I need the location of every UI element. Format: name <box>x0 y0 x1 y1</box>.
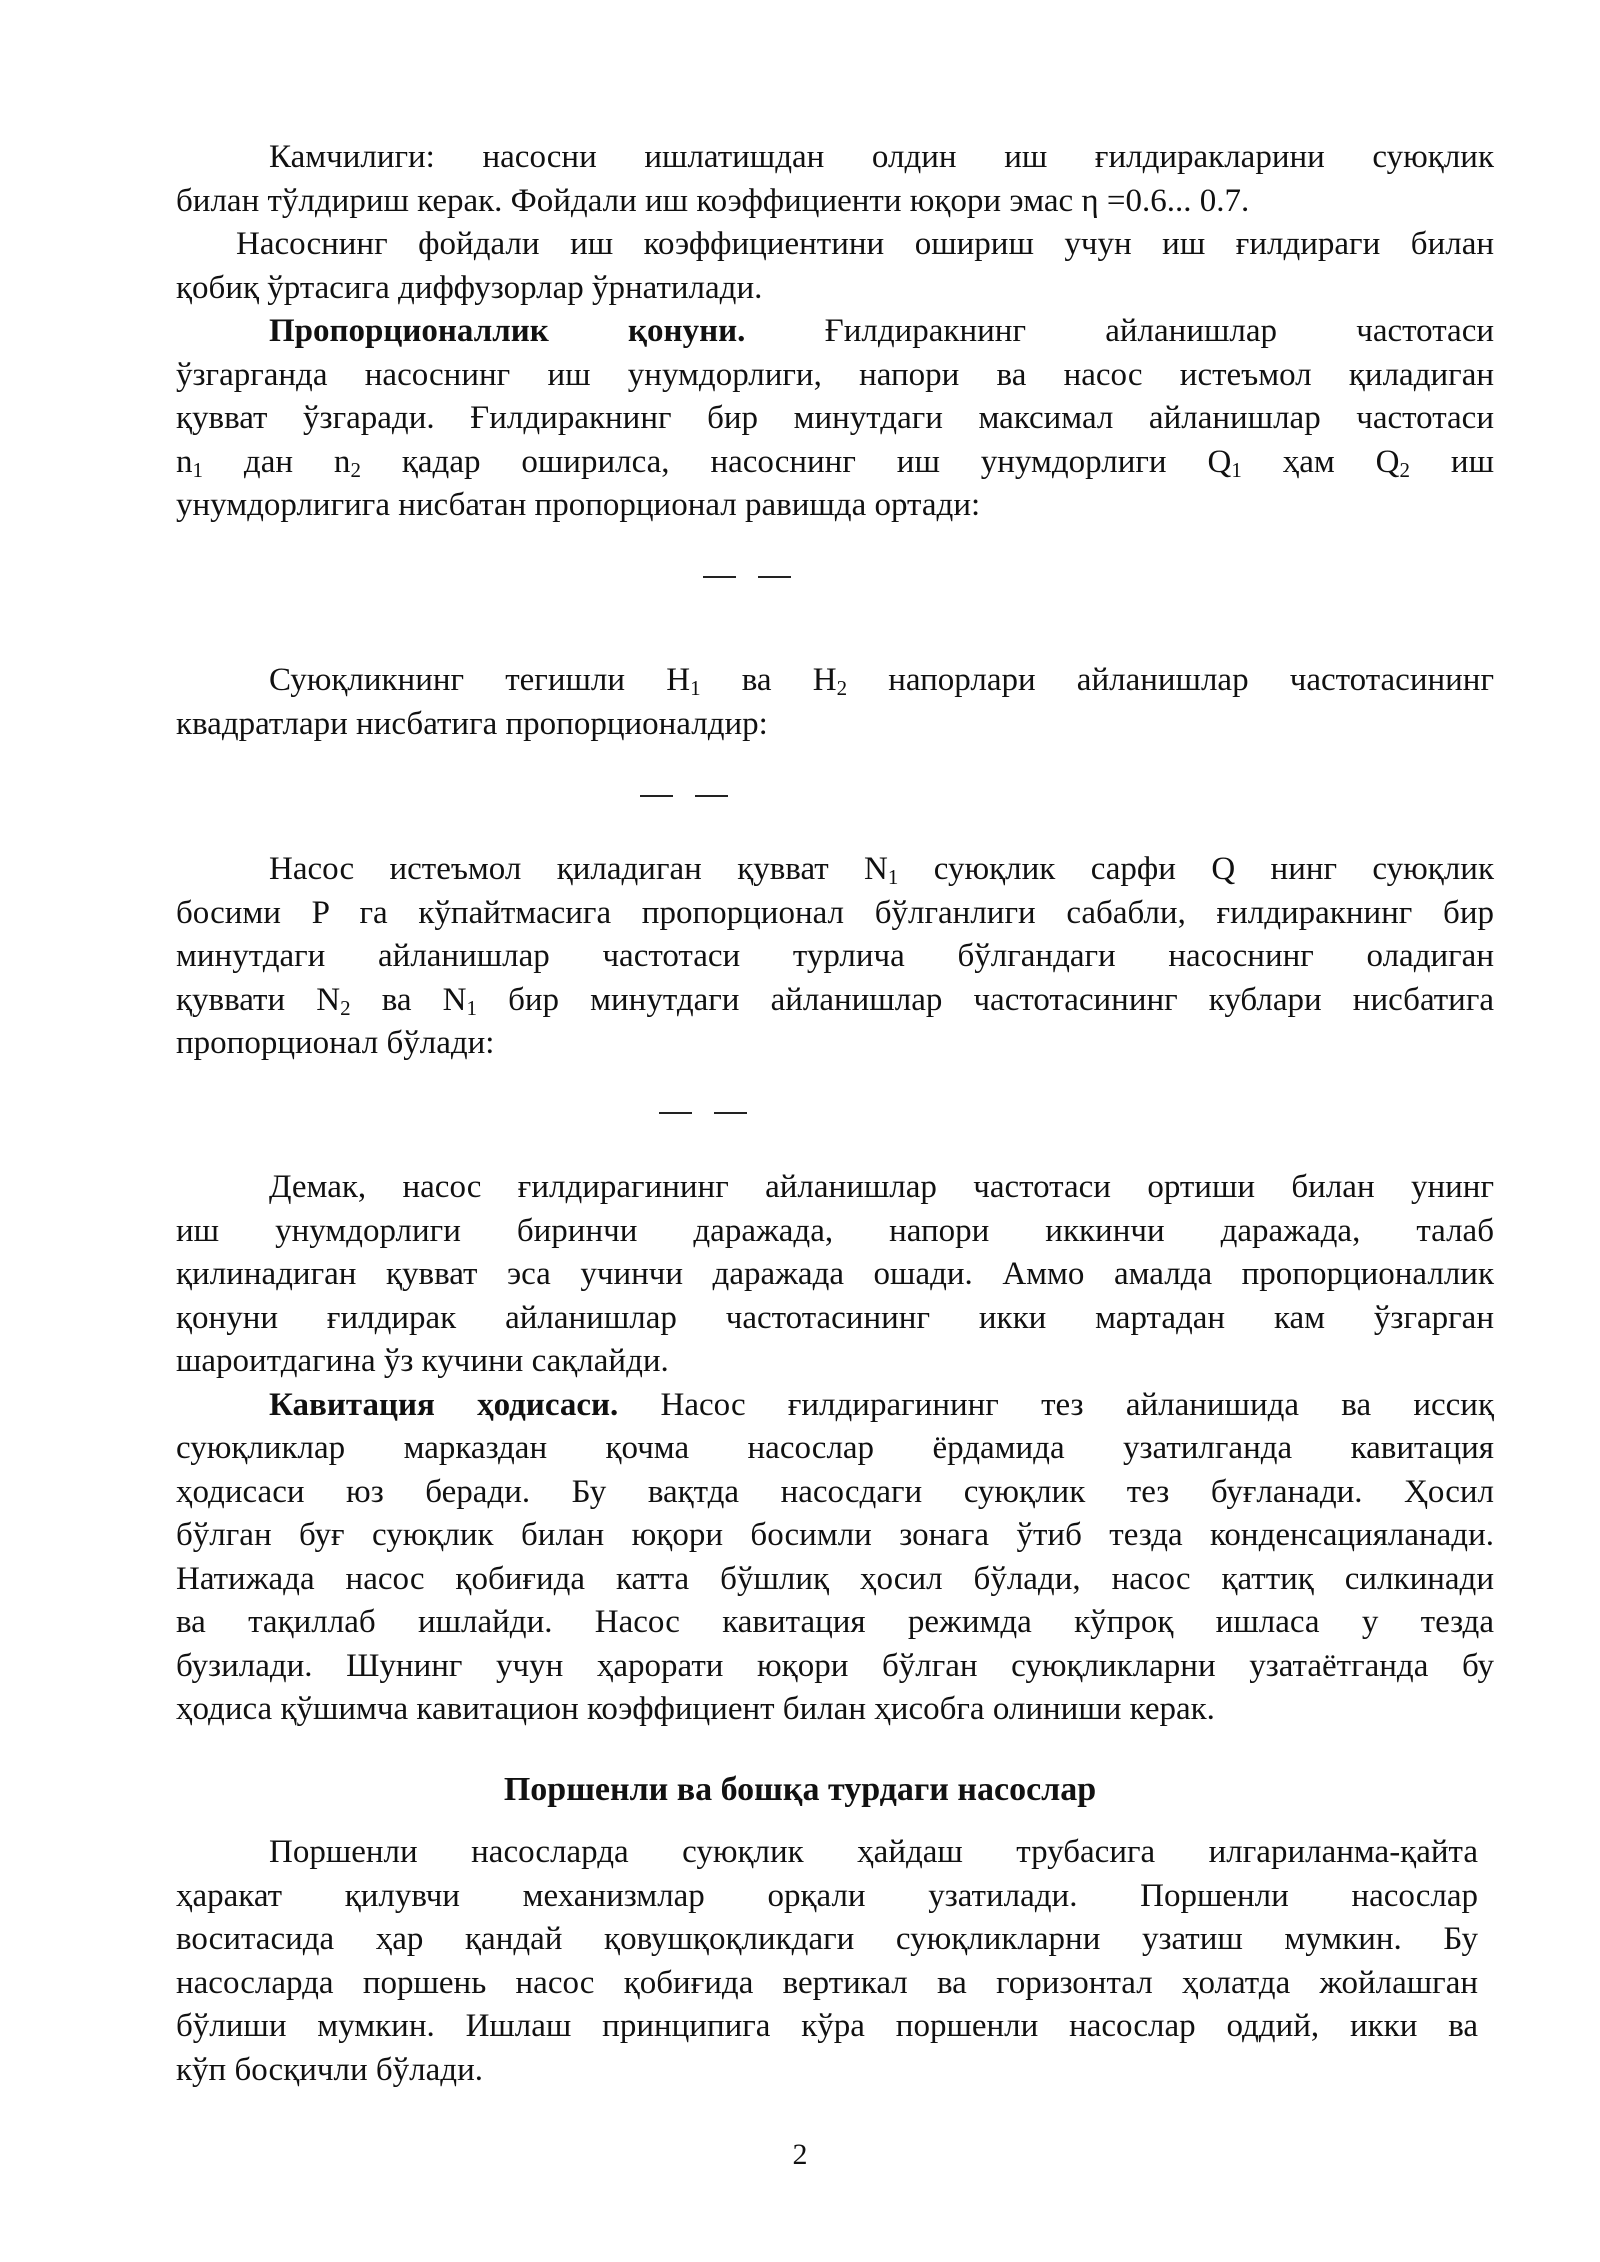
subscript-1: 1 <box>192 457 203 482</box>
paragraph-7-line-7: бузилади. Шунинг учун ҳарорати юқори бўлган суюқликларни узатаётганда бу <box>176 1647 1494 1684</box>
subscript-2: 2 <box>350 457 361 482</box>
page-number: 2 <box>792 2138 808 2171</box>
piston-pumps-paragraph <box>176 1831 1478 2092</box>
paragraph-8-line-2: ҳаракат қилувчи механизмлар орқали узатилади. Поршенли насослар <box>176 1877 1478 1914</box>
paragraph-7-line-1 <box>176 1384 1494 1428</box>
paragraph-6-line-1: Демак, насос ғилдирагининг айланишлар частотаси ортиши билан унинг <box>269 1169 1494 1205</box>
text-naporlari: напорлари айланишлар частотасининг <box>847 662 1494 698</box>
text-power-n: Насос истеъмол қиладиган қувват N <box>269 851 888 887</box>
paragraph-5-line-3: минутдаги айланишлар частотаси турлича бўлгандаги насоснинг оладиган <box>176 938 1494 974</box>
paragraph-8-line-1: Поршенли насосларда суюқлик ҳайдаш трубасига илгариланма-қайта <box>269 1834 1478 1870</box>
subscript-h2: 2 <box>836 676 848 700</box>
paragraph-3-line-4 <box>176 441 1494 485</box>
subscript-q1: 1 <box>1231 457 1242 482</box>
paragraph-3-line-1-rest: Ғилдиракнинг айланишлар частотаси <box>745 313 1494 349</box>
fraction-bar <box>714 1112 747 1114</box>
paragraph-7-line-4: бўлган буғ суюқлик билан юқори босимли зонага ўтиб тезда конденсацияланади. <box>176 1517 1494 1553</box>
fraction-bar <box>703 576 736 578</box>
paragraph-5-line-4 <box>176 979 1494 1023</box>
paragraph-6-line-3: қилинадиган қувват эса учинчи даражада ошади. Аммо амалда пропорционаллик <box>176 1256 1494 1292</box>
subscript-n1: 1 <box>887 865 899 889</box>
head-ratio-paragraph <box>176 659 1494 746</box>
subscript-n2: 2 <box>340 995 351 1020</box>
fraction-bar <box>659 1112 692 1114</box>
paragraph-3-line-3: қувват ўзгаради. Ғилдиракнинг бир минутдаги максимал айланишлар частотаси <box>176 400 1494 436</box>
conclusion-and-cavitation <box>176 1166 1494 1732</box>
paragraph-8-line-3: воситасида ҳар қандай қовушқоқликдаги суюқликларни узатиш мумкин. Бу <box>176 1921 1478 1957</box>
paragraph-7-line-5: Натижада насос қобиғида катта бўшлиқ ҳосил бўлади, насос қаттиқ силкинади <box>176 1560 1494 1597</box>
cavitation-title: Кавитация ҳодисаси. <box>269 1386 619 1423</box>
formula-power-ratio <box>659 1093 769 1130</box>
paragraph-4-line-1 <box>176 659 1494 703</box>
paragraph-2-line-1: Насоснинг фойдали иш коэффициентини ошириш учун иш ғилдираги билан <box>236 226 1494 262</box>
paragraph-2-line-2: қобиқ ўртасига диффузорлар ўрнатилади. <box>176 269 763 306</box>
paragraph-1-line-2: билан тўлдириш керак. Фойдали иш коэффициенти юқори эмас η =0.6... 0.7. <box>176 182 1250 219</box>
subscript-h1: 1 <box>690 676 701 700</box>
text-ham-q: ҳам Q <box>1241 443 1400 480</box>
paragraph-7-line-2: суюқликлар марказдан қочма насослар ёрдамида узатилганда кавитация <box>176 1430 1494 1466</box>
paragraph-6-line-2: иш унумдорлиги биринчи даражада, напори иккинчи даражада, талаб <box>176 1212 1494 1249</box>
text-dan-n: дан n <box>203 443 351 480</box>
paragraph-8-line-4: насосларда поршень насос қобиғида вертикал ва горизонтал ҳолатда жойлашган <box>176 1964 1478 2001</box>
paragraph-8-line-6: кўп босқичли бўлади. <box>176 2051 483 2088</box>
paragraph-6-line-4: қонуни ғилдирак айланишлар частотасининг икки мартадан кам ўзгарган <box>176 1299 1494 1336</box>
paragraph-6-line-5: шароитдагина ўз кучини сақлайди. <box>176 1343 669 1379</box>
formula-flow-ratio <box>703 557 813 594</box>
paragraph-7-line-3: ҳодисаси юз беради. Бу вақтда насосдаги суюқлик тез буғланади. Ҳосил <box>176 1473 1494 1510</box>
text-cubes-ratio: бир минутдаги айланишлар частотасининг кублари нисбатига <box>476 981 1495 1018</box>
text-flow-q: суюқлик сарфи Q нинг суюқлик <box>898 851 1494 887</box>
paragraph-7-line-8: ҳодиса қўшимча кавитацион коэффициент билан ҳисобга олиниши керак. <box>176 1691 1215 1727</box>
fraction-bar <box>758 576 791 578</box>
text-q: қадар оширилса, насоснинг иш унумдорлиги Q <box>360 443 1232 480</box>
power-ratio-paragraph <box>176 848 1494 1066</box>
paragraph-8-line-5: бўлиши мумкин. Ишлаш принципига кўра поршенли насослар оддий, икки ва <box>176 2008 1478 2044</box>
fraction-bar <box>640 795 673 797</box>
paragraph-5-line-1 <box>176 848 1494 892</box>
text-h: Суюқликнинг тегишли H <box>269 662 691 698</box>
formula-head-ratio <box>640 776 750 813</box>
text-va-h: ва H <box>700 662 837 698</box>
paragraph-1-line-1: Камчилиги: насосни ишлатишдан олдин иш ғилдиракларини суюқлик <box>269 139 1494 175</box>
paragraph-3-line-2: ўзгарганда насоснинг иш унумдорлиги, напори ва насос истеъмол қиладиган <box>176 356 1494 393</box>
paragraph-7-line-6: ва тақиллаб ишлайди. Насос кавитация режимда кўпроқ ишласа у тезда <box>176 1604 1494 1640</box>
text-quvvati-n: қуввати N <box>176 981 341 1018</box>
opening-paragraphs <box>176 136 1494 528</box>
proportionality-law-title: Пропорционаллик қонуни. <box>269 313 746 349</box>
fraction-bar <box>695 795 728 797</box>
text-ish: иш <box>1410 443 1494 480</box>
subscript-n1-b: 1 <box>466 995 477 1020</box>
subscript-q2: 2 <box>1399 457 1411 482</box>
paragraph-5-line-2: босими P га кўпайтмасига пропорционал бўлганлиги сабабли, ғилдиракнинг бир <box>176 894 1494 931</box>
section-heading: Поршенли ва бошқа турдаги насослар <box>503 1771 1097 1808</box>
paragraph-3-line-5: унумдорлигига нисбатан пропорционал равишда ортади: <box>176 487 981 523</box>
text-va-n: ва N <box>350 981 467 1018</box>
paragraph-3-line-1 <box>176 310 1494 354</box>
paragraph-7-line-1-rest: Насос ғилдирагининг тез айланишида ва иссиқ <box>618 1386 1494 1423</box>
text-n: n <box>176 443 193 480</box>
paragraph-4-line-2: квадратлари нисбатига пропорционалдир: <box>176 705 768 742</box>
paragraph-5-line-5: пропорционал бўлади: <box>176 1025 495 1061</box>
